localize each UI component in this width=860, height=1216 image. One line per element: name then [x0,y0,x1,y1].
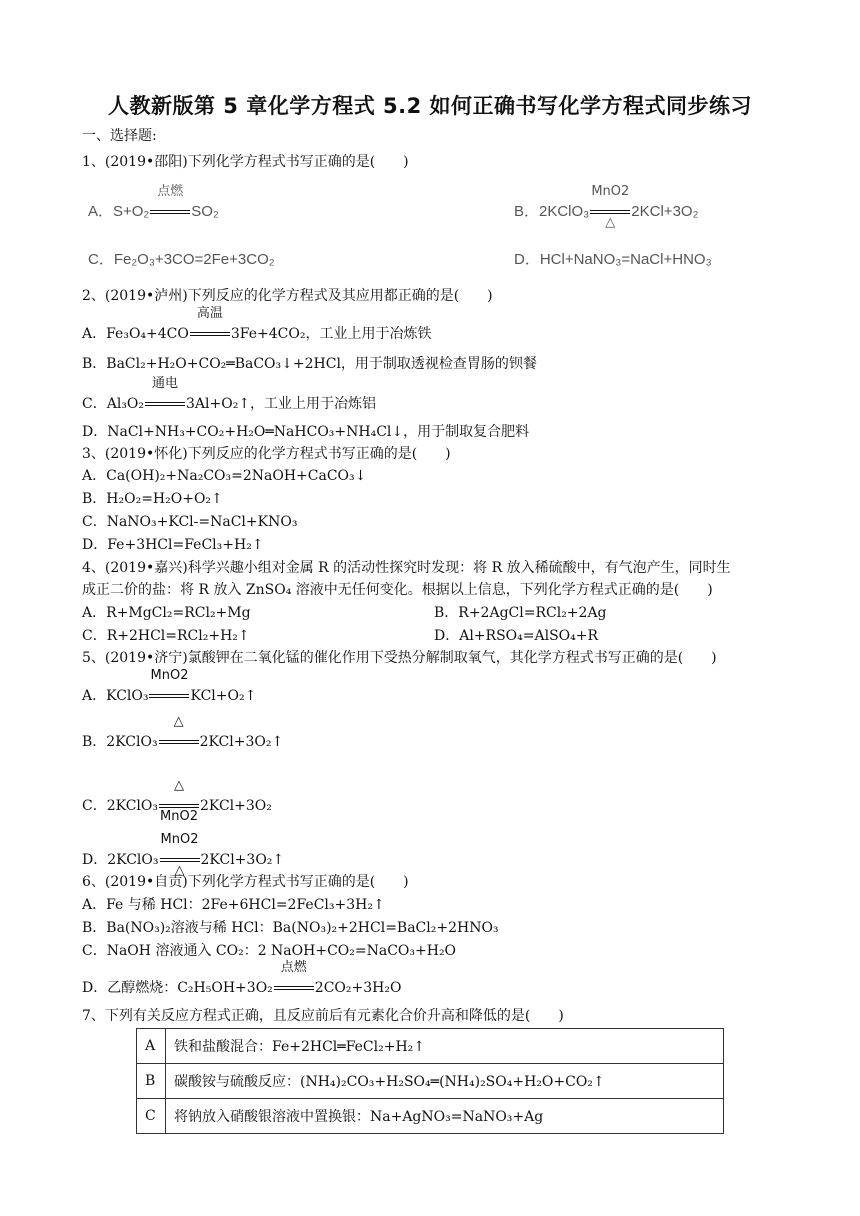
q4-option-c: C．R+2HCl=RCl₂+H₂↑ [82,628,250,644]
q5-a-condition [149,668,189,706]
q5-d-products: 2KCl+3O₂↑ [200,852,285,868]
q1-b-reactants: B．2KClO₃ [514,203,590,220]
q6-d-condition-label: 点燃 [280,960,307,975]
q1-a-condition [150,184,190,222]
q5-d-condition-top: MnO2 [160,832,199,847]
q5-b-condition-top: △ [173,714,184,729]
q5-c-condition-bottom: MnO2 [160,809,198,824]
q6-option-c: C．NaOH 溶液通入 CO₂：2 NaOH+CO₂=NaCO₃+H₂O [82,943,457,959]
q7-row-key: A [137,1029,166,1064]
q1-option-c: C．Fe₂O₃+3CO=2Fe+3CO₂ [88,251,275,268]
q2-a-reactants: A．Fe₃O₄+4CO [82,326,189,342]
q5-c-condition [159,778,199,824]
q5-c-products: 2KCl+3O₂ [199,798,272,814]
q2-option-d: D．NaCl+NH₃+CO₂+H₂O═NaHCO₃+NH₄Cl↓，用于制取复合肥料 [82,424,530,440]
q5-a-condition-top: MnO2 [150,668,189,683]
q2-c-products: 3Al+O₂↑，工业上用于冶炼铝 [186,396,377,412]
q1-a-condition-label: 点燃 [157,184,184,199]
q6-option-a: A．Fe 与稀 HCl：2Fe+6HCl=2FeCl₃+3H₂↑ [82,897,385,913]
q1-b-condition [590,184,630,230]
table-row [137,1064,724,1099]
q2-a-condition-label: 高温 [196,306,223,321]
q1-stem: 1、(2019•邵阳)下列化学方程式书写正确的是( ) [82,154,409,170]
q7-options-table [136,1028,724,1134]
q5-c-condition-top: △ [173,778,184,793]
q7-row-key: B [137,1064,166,1099]
q7-row-key: C [137,1099,166,1134]
q6-d-reactants: D．乙醇燃烧：C₂H₅OH+3O₂ [82,980,273,996]
q1-a-reactants: A．S+O₂ [88,203,150,220]
q1-b-condition-top: MnO2 [591,184,630,199]
q5-c-reactants: C．2KClO₃ [82,798,158,814]
q1-b-products: 2KCl+3O₂ [631,203,699,220]
q2-option-a [82,306,432,344]
q5-b-condition [159,714,199,752]
q2-c-condition-label: 通电 [152,376,179,391]
q5-b-products: 2KCl+3O₂↑ [199,734,284,750]
q4-stem-line1: 4、(2019•嘉兴)科学兴趣小组对金属 R 的活动性探究时发现：将 R 放入稀硫酸中，有气泡产生，同时生 [82,560,731,576]
q5-option-d [82,832,285,878]
q5-option-a [82,668,257,706]
q1-b-condition-bottom: △ [605,215,616,230]
q1-a-products: SO₂ [191,203,219,220]
q6-d-condition [274,960,314,998]
q2-c-condition [145,376,185,414]
q6-stem: 6、(2019•自贡)下列化学方程式书写正确的是( ) [82,874,409,890]
q6-d-products: 2CO₂+3H₂O [314,980,402,996]
q4-stem-line2: 成正二价的盐：将 R 放入 ZnSO₄ 溶液中无任何变化。根据以上信息，下列化学方程式正确的是( ) [82,582,713,598]
q2-c-reactants: C．Al₃O₂ [82,396,145,412]
q2-stem: 2、(2019•泸州)下列反应的化学方程式及其应用都正确的是( ) [82,288,493,304]
q1-option-b [514,184,699,230]
q4-option-b: B．R+2AgCl=RCl₂+2Ag [434,605,607,621]
q7-stem: 7、下列有关反应方程式正确，且反应前后有元素化合价升高和降低的是( ) [82,1008,564,1024]
q7-row-text: 碳酸铵与硫酸反应：(NH₄)₂CO₃+H₂SO₄═(NH₄)₂SO₄+H₂O+CO₂↑ [166,1064,724,1099]
q4-option-a: A．R+MgCl₂=RCl₂+Mg [82,605,251,621]
q5-d-condition [160,832,200,878]
q4-option-d: D．Al+RSO₄=AlSO₄+R [434,628,599,644]
section-heading: 一、选择题: [82,128,157,144]
q5-option-b [82,714,284,752]
q7-row-text: 铁和盐酸混合：Fe+2HCl═FeCl₂+H₂↑ [166,1029,724,1064]
q5-a-reactants: A．KClO₃ [82,688,149,704]
q1-option-a [88,184,219,222]
q2-a-condition [190,306,230,344]
q2-option-c [82,376,377,414]
q2-a-products: 3Fe+4CO₂，工业上用于冶炼铁 [230,326,432,342]
q6-option-d [82,960,402,998]
q3-stem: 3、(2019•怀化)下列反应的化学方程式书写正确的是( ) [82,446,451,462]
q2-option-b: B．BaCl₂+H₂O+CO₂═BaCO₃↓+2HCl，用于制取透视检查胃肠的钡餐 [82,356,537,372]
q5-d-condition-bottom: △ [174,863,185,878]
q6-option-b: B．Ba(NO₃)₂溶液与稀 HCl：Ba(NO₃)₂+2HCl=BaCl₂+2HNO₃ [82,920,499,936]
table-row [137,1029,724,1064]
q1-option-d: D．HCl+NaNO₃=NaCl+HNO₃ [514,251,712,268]
q5-d-reactants: D．2KClO₃ [82,852,159,868]
q7-row-text: 将钠放入硝酸银溶液中置换银：Na+AgNO₃=NaNO₃+Ag [166,1099,724,1134]
q3-option-a: A．Ca(OH)₂+Na₂CO₃=2NaOH+CaCO₃↓ [82,468,367,484]
q5-a-products: KCl+O₂↑ [190,688,257,704]
q5-stem: 5、(2019•济宁)氯酸钾在二氧化锰的催化作用下受热分解制取氧气，其化学方程式书写正确的是( ) [82,650,717,666]
q5-b-reactants: B．2KClO₃ [82,734,158,750]
q3-option-c: C．NaNO₃+KCl-=NaCl+KNO₃ [82,514,298,530]
q3-option-d: D．Fe+3HCl=FeCl₃+H₂↑ [82,537,264,553]
page-title: 人教新版第 5 章化学方程式 5.2 如何正确书写化学方程式同步练习 [107,94,753,118]
q3-option-b: B．H₂O₂=H₂O+O₂↑ [82,491,223,507]
table-row [137,1099,724,1134]
q5-option-c [82,778,272,824]
